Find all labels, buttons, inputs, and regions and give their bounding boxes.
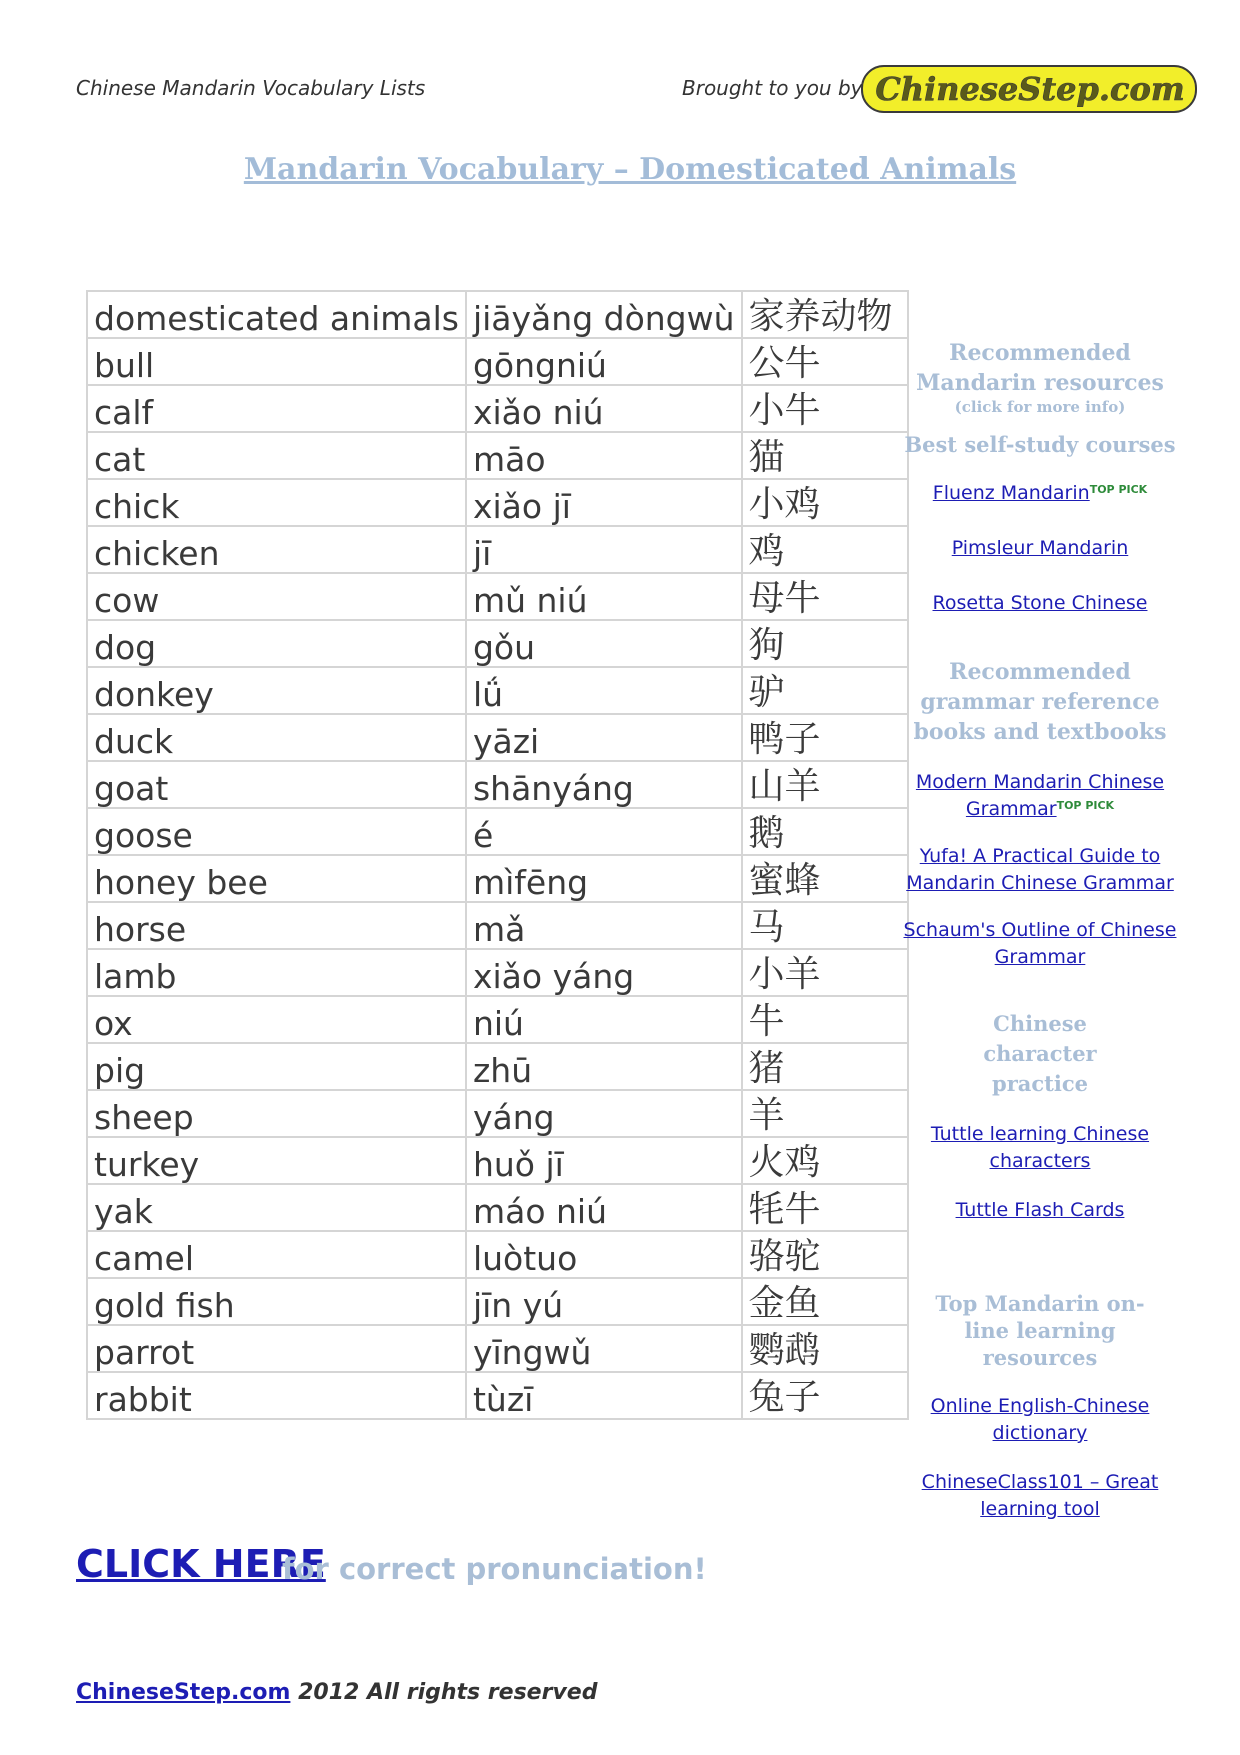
- vocab-row: [87, 667, 908, 714]
- chinesestep-logo[interactable]: [860, 60, 1200, 118]
- hanzi: 火鸡: [742, 1137, 908, 1184]
- pinyin: luòtuo: [466, 1231, 742, 1278]
- sidebar-click-info: (click for more info): [954, 398, 1126, 416]
- hanzi: 羊: [742, 1090, 908, 1137]
- pinyin: lǘ: [466, 667, 742, 714]
- vocab-row: [87, 291, 908, 338]
- link-modern-grammar[interactable]: Modern Mandarin Chinese Grammar: [915, 771, 1165, 820]
- link-fluenz[interactable]: Fluenz Mandarin: [932, 482, 1090, 504]
- english-word: domesticated animals: [87, 291, 466, 338]
- pinyin: gōngniú: [466, 338, 742, 385]
- hanzi: 金鱼: [742, 1278, 908, 1325]
- hanzi: 母牛: [742, 573, 908, 620]
- hanzi: 驴: [742, 667, 908, 714]
- vocab-row: [87, 1137, 908, 1184]
- hanzi: 公牛: [742, 338, 908, 385]
- pinyin: tùzī: [466, 1372, 742, 1419]
- vocab-row: [87, 902, 908, 949]
- hanzi: 鹦鹉: [742, 1325, 908, 1372]
- vocab-row: [87, 573, 908, 620]
- pinyin: mǔ niú: [466, 573, 742, 620]
- pinyin: yáng: [466, 1090, 742, 1137]
- vocab-row: [87, 996, 908, 1043]
- hanzi: 马: [742, 902, 908, 949]
- vocab-row: [87, 526, 908, 573]
- click-here-link[interactable]: CLICK HERE: [76, 1542, 326, 1586]
- hanzi: 牛: [742, 996, 908, 1043]
- english-word: cow: [87, 573, 466, 620]
- english-word: parrot: [87, 1325, 466, 1372]
- english-word: chick: [87, 479, 466, 526]
- link-chineseclass101[interactable]: ChineseClass101 – Great learning tool: [921, 1471, 1159, 1520]
- hanzi: 小鸡: [742, 479, 908, 526]
- english-word: rabbit: [87, 1372, 466, 1419]
- pinyin: yāzi: [466, 714, 742, 761]
- sidebar-heading-resources: Recommended Mandarin resources: [916, 340, 1164, 396]
- vocab-row: [87, 855, 908, 902]
- header-subtitle: Chinese Mandarin Vocabulary Lists: [76, 76, 426, 100]
- vocab-row: [87, 1043, 908, 1090]
- sidebar-heading-grammar: Recommended grammar reference books and textbooks: [913, 659, 1167, 745]
- english-word: honey bee: [87, 855, 466, 902]
- vocab-row: [87, 1372, 908, 1419]
- top-pick-badge-2: TOP PICK: [1056, 798, 1115, 812]
- logo-text: ChineseStep.com: [875, 70, 1185, 108]
- sidebar-heading-characters: Chinese character practice: [983, 1011, 1097, 1096]
- pinyin: niú: [466, 996, 742, 1043]
- english-word: duck: [87, 714, 466, 761]
- hanzi: 兔子: [742, 1372, 908, 1419]
- hanzi: 骆驼: [742, 1231, 908, 1278]
- link-schaum[interactable]: Schaum's Outline of Chinese Grammar: [903, 919, 1177, 968]
- hanzi: 鹅: [742, 808, 908, 855]
- footer-link[interactable]: ChineseStep.com: [76, 1680, 291, 1705]
- pinyin: huǒ jī: [466, 1137, 742, 1184]
- link-tuttle-flash-cards[interactable]: Tuttle Flash Cards: [955, 1199, 1125, 1221]
- pinyin: xiǎo niú: [466, 385, 742, 432]
- hanzi: 山羊: [742, 761, 908, 808]
- english-word: lamb: [87, 949, 466, 996]
- pinyin: jiāyǎng dòngwù: [466, 291, 742, 338]
- english-word: turkey: [87, 1137, 466, 1184]
- pinyin: jīn yú: [466, 1278, 742, 1325]
- hanzi: 小羊: [742, 949, 908, 996]
- english-word: calf: [87, 385, 466, 432]
- vocab-row: [87, 1278, 908, 1325]
- vocab-row: [87, 949, 908, 996]
- english-word: donkey: [87, 667, 466, 714]
- footer-copyright: 2012 All rights reserved: [290, 1680, 598, 1705]
- pinyin: gǒu: [466, 620, 742, 667]
- vocab-row: [87, 1090, 908, 1137]
- vocab-row: [87, 432, 908, 479]
- english-word: ox: [87, 996, 466, 1043]
- hanzi: 家养动物: [742, 291, 908, 338]
- english-word: gold fish: [87, 1278, 466, 1325]
- sidebar-heading-courses: Best self-study courses: [904, 432, 1176, 457]
- modern-grammar-row: [900, 769, 1180, 823]
- fluenz-row: [900, 480, 1180, 507]
- english-word: yak: [87, 1184, 466, 1231]
- pinyin: mìfēng: [466, 855, 742, 902]
- hanzi: 狗: [742, 620, 908, 667]
- pinyin: jī: [466, 526, 742, 573]
- pinyin: shānyáng: [466, 761, 742, 808]
- top-pick-badge: TOP PICK: [1089, 482, 1148, 496]
- link-pimsleur[interactable]: Pimsleur Mandarin: [951, 537, 1129, 559]
- pronunciation-text: for correct pronunciation!: [282, 1552, 707, 1586]
- hanzi: 鸭子: [742, 714, 908, 761]
- pinyin: máo niú: [466, 1184, 742, 1231]
- english-word: bull: [87, 338, 466, 385]
- hanzi: 小牛: [742, 385, 908, 432]
- vocab-row: [87, 714, 908, 761]
- vocab-row: [87, 808, 908, 855]
- hanzi: 猫: [742, 432, 908, 479]
- pinyin: é: [466, 808, 742, 855]
- link-yufa[interactable]: Yufa! A Practical Guide to Mandarin Chinese Grammar: [906, 845, 1174, 894]
- sidebar-heading-online: Top Mandarin on-line learning resources: [935, 1291, 1145, 1370]
- vocab-row: [87, 761, 908, 808]
- english-word: sheep: [87, 1090, 466, 1137]
- vocab-row: [87, 620, 908, 667]
- header-brought-by: Brought to you by: [682, 76, 863, 100]
- vocab-row: [87, 1184, 908, 1231]
- vocab-row: [87, 385, 908, 432]
- hanzi: 牦牛: [742, 1184, 908, 1231]
- pinyin: xiǎo jī: [466, 479, 742, 526]
- footer: [76, 1680, 597, 1705]
- pinyin: yīngwǔ: [466, 1325, 742, 1372]
- english-word: dog: [87, 620, 466, 667]
- vocab-row: [87, 1325, 908, 1372]
- vocab-row: [87, 338, 908, 385]
- resources-sidebar: [900, 338, 1180, 1523]
- link-online-dictionary[interactable]: Online English-Chinese dictionary: [930, 1395, 1150, 1444]
- link-rosetta[interactable]: Rosetta Stone Chinese: [932, 592, 1148, 614]
- english-word: goat: [87, 761, 466, 808]
- pinyin: xiǎo yáng: [466, 949, 742, 996]
- hanzi: 蜜蜂: [742, 855, 908, 902]
- english-word: pig: [87, 1043, 466, 1090]
- pinyin: zhū: [466, 1043, 742, 1090]
- english-word: chicken: [87, 526, 466, 573]
- vocab-table: [86, 290, 909, 1420]
- english-word: cat: [87, 432, 466, 479]
- english-word: horse: [87, 902, 466, 949]
- hanzi: 猪: [742, 1043, 908, 1090]
- link-tuttle-characters[interactable]: Tuttle learning Chinese characters: [930, 1123, 1150, 1172]
- pinyin: mǎ: [466, 902, 742, 949]
- pinyin: māo: [466, 432, 742, 479]
- vocab-row: [87, 479, 908, 526]
- page-title: Mandarin Vocabulary – Domesticated Animals: [243, 152, 1017, 187]
- vocab-row: [87, 1231, 908, 1278]
- hanzi: 鸡: [742, 526, 908, 573]
- english-word: goose: [87, 808, 466, 855]
- english-word: camel: [87, 1231, 466, 1278]
